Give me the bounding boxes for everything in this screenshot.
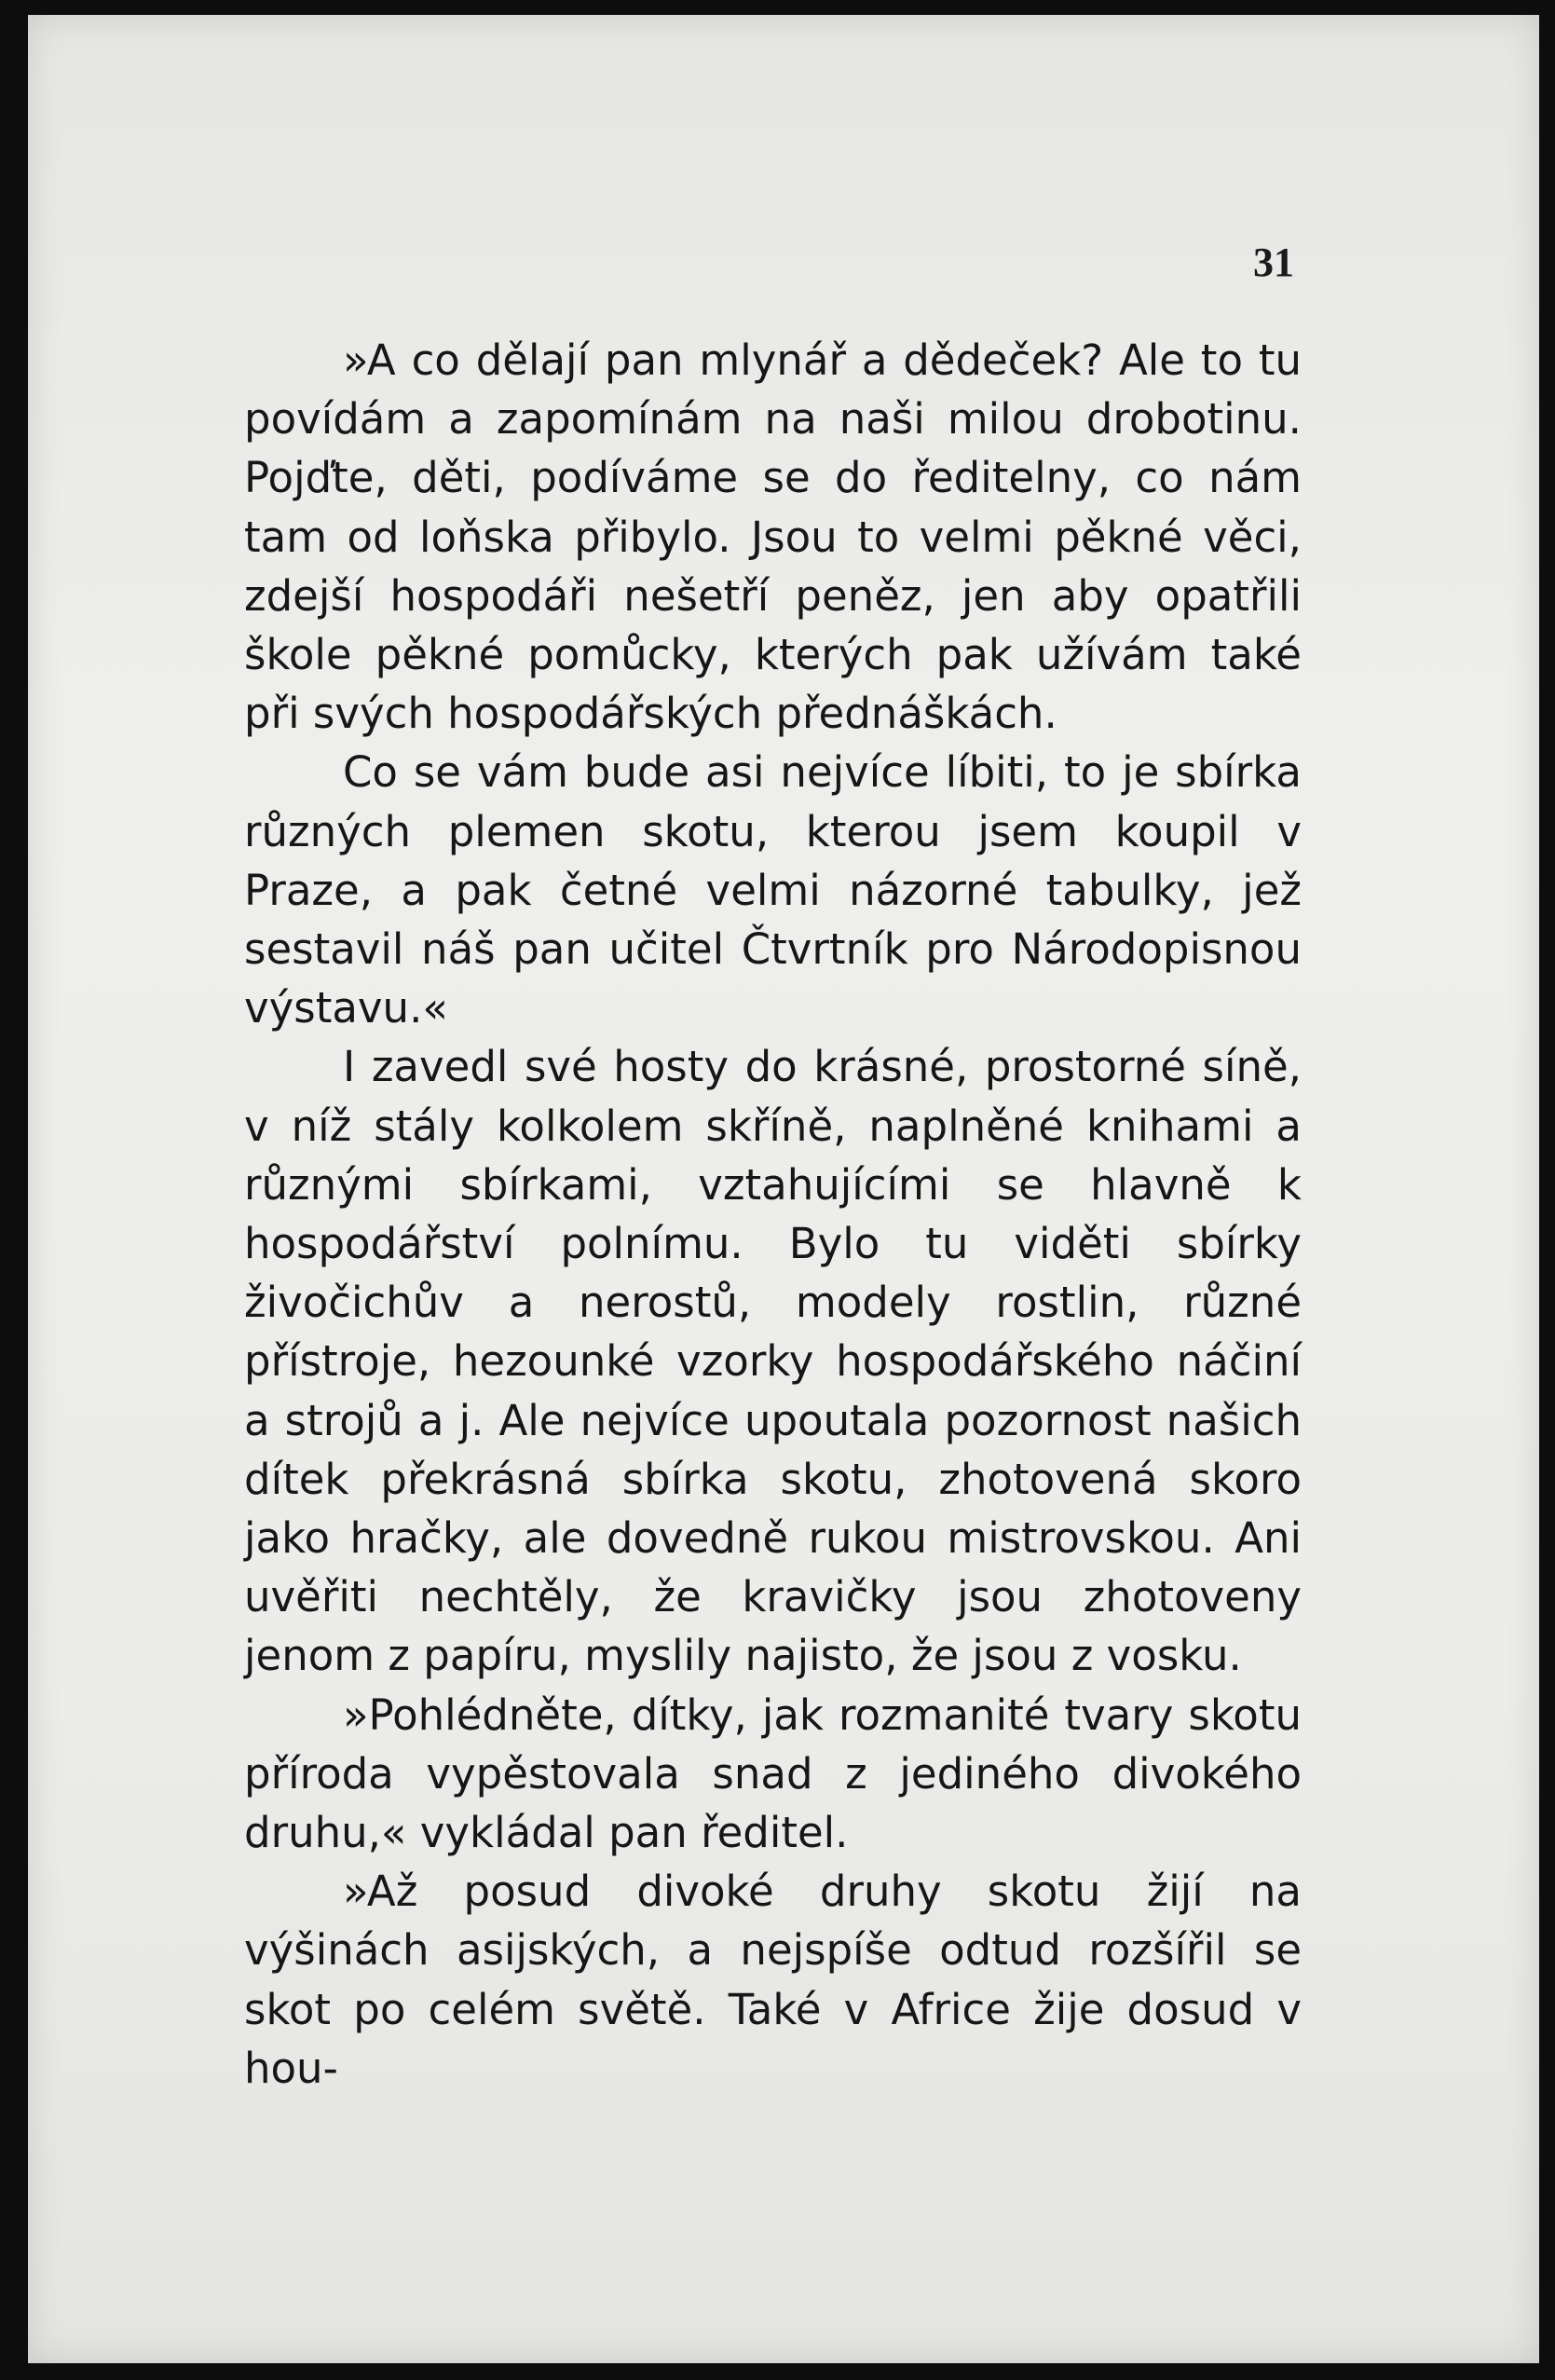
body-text: [244, 331, 1302, 2098]
page-number: 31: [1253, 239, 1294, 285]
paragraph-1: »A co dělají pan mlynář a dědeček? Ale to tu povídám a zapomínám na naši milou drobotinu. Pojďte, děti, podíváme se do ředitelny, co nám tam od loňska přibylo. Jsou to velmi pěkné věci, zdejší hospodáři nešetří peněz, jen aby opatřili škole pěkné pomůcky, kterých pak užívám také při svých hospodářských přednáškách.: [244, 335, 1302, 739]
paragraph-3: I zavedl své hosty do krásné, prostorné síně, v níž stály kolkolem skříně, naplněné knihami a různými sbírkami, vztahujícími se hlavně k hospodářství polnímu. Bylo tu viděti sbírky živočichův a nerostů, modely rostlin, různé přístroje, hezounké vzorky hospodářského náčiní a strojů a j. Ale nejvíce upoutala pozornost našich dítek překrásná sbírka skotu, zhotovená skoro jako hračky, ale dovedně rukou mistrovskou. Ani uvěřiti nechtěly, že kravičky jsou zhotoveny jenom z papíru, myslily najisto, že jsou z vosku.: [244, 1042, 1302, 1681]
paragraph-4: »Pohlédněte, dítky, jak rozmanité tvary skotu příroda vypěstovala snad z jediného divokého druhu,« vykládal pan ředitel.: [244, 1689, 1302, 1858]
paragraph-5: »Až posud divoké druhy skotu žijí na výšinách asijských, a nejspíše odtud rozšířil se skot po celém světě. Také v Africe žije dosud v hou-: [244, 1867, 1302, 2093]
book-spine-shadow: [0, 0, 28, 2380]
paragraph-2: Co se vám bude asi nejvíce líbiti, to je sbírka různých plemen skotu, kterou jsem koupil v Praze, a pak četné velmi názorné tabulky, jež sestavil náš pan učitel Čtvrtník pro Národopisnou výstavu.«: [244, 747, 1302, 1033]
